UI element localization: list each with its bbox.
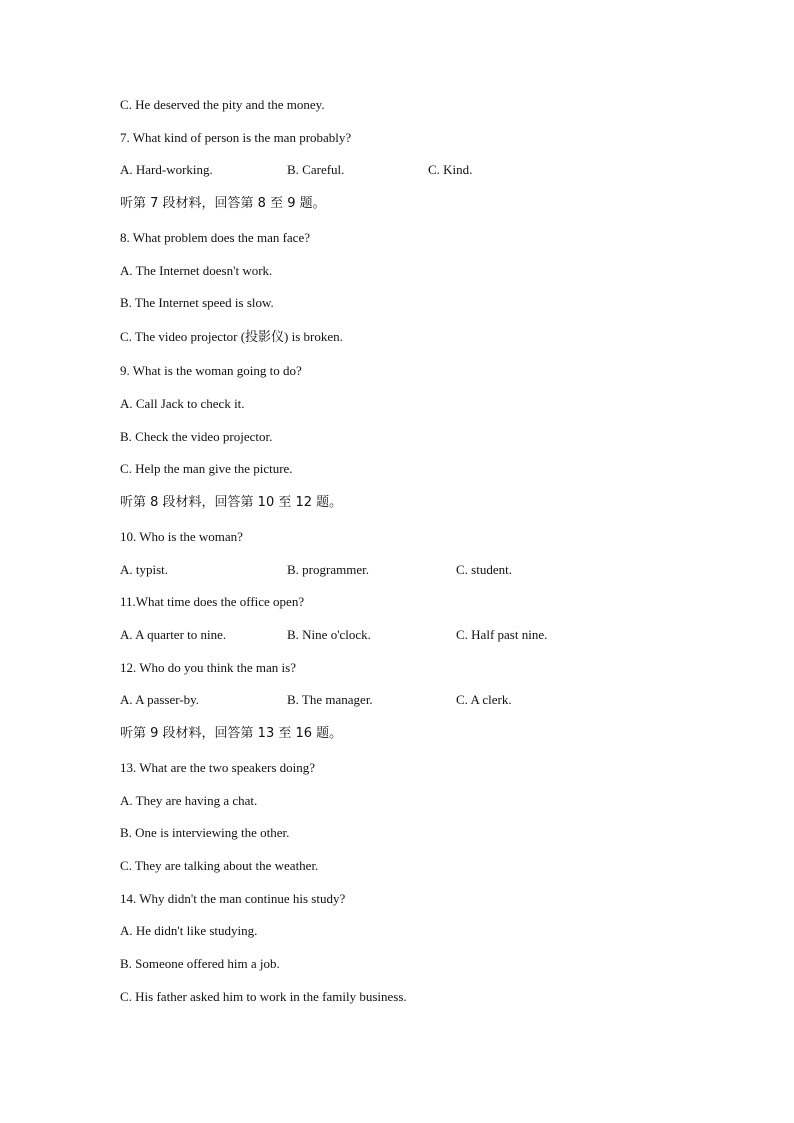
question-10: 10. Who is the woman?: [120, 529, 243, 544]
question-7: 7. What kind of person is the man probably?: [120, 130, 352, 145]
option-b: B. Nine o'clock.: [287, 627, 371, 642]
option-b: B. Careful.: [287, 162, 345, 177]
question-14-option-b: B. Someone offered him a job.: [120, 956, 280, 971]
option-a: A. typist.: [120, 562, 169, 577]
option-a: A. Hard-working.: [120, 162, 213, 177]
question-14: 14. Why didn't the man continue his study?: [120, 891, 346, 906]
question-9: 9. What is the woman going to do?: [120, 363, 302, 378]
section-heading-9: 听第 9 段材料，回答第 13 至 16 题。: [120, 726, 343, 741]
question-13-option-c: C. They are talking about the weather.: [120, 858, 319, 873]
question-8-option-a: A. The Internet doesn't work.: [120, 263, 273, 278]
option-c: C. Kind.: [428, 162, 473, 177]
question-14-option-a: A. He didn't like studying.: [120, 923, 258, 938]
option-c: C. Half past nine.: [456, 627, 548, 642]
question-11: 11.What time does the office open?: [120, 594, 305, 609]
question-8-option-c: C. The video projector (投影仪) is broken.: [120, 329, 343, 344]
question-13: 13. What are the two speakers doing?: [120, 760, 316, 775]
question-9-option-c: C. Help the man give the picture.: [120, 461, 293, 476]
option-a: A. A passer-by.: [120, 692, 200, 707]
question-14-option-c: C. His father asked him to work in the family business.: [120, 989, 407, 1004]
question-13-option-b: B. One is interviewing the other.: [120, 825, 290, 840]
question-12: 12. Who do you think the man is?: [120, 660, 296, 675]
question-6-option-c: C. He deserved the pity and the money.: [120, 97, 325, 112]
question-9-option-b: B. Check the video projector.: [120, 429, 273, 444]
option-b: B. programmer.: [287, 562, 369, 577]
section-heading-7: 听第 7 段材料，回答第 8 至 9 题。: [120, 196, 326, 211]
section-heading-8: 听第 8 段材料，回答第 10 至 12 题。: [120, 495, 343, 510]
option-c: C. student.: [456, 562, 512, 577]
question-8-option-b: B. The Internet speed is slow.: [120, 295, 274, 310]
option-c: C. A clerk.: [456, 692, 512, 707]
option-a: A. A quarter to nine.: [120, 627, 227, 642]
option-b: B. The manager.: [287, 692, 373, 707]
question-8: 8. What problem does the man face?: [120, 230, 310, 245]
question-13-option-a: A. They are having a chat.: [120, 793, 258, 808]
question-9-option-a: A. Call Jack to check it.: [120, 396, 245, 411]
